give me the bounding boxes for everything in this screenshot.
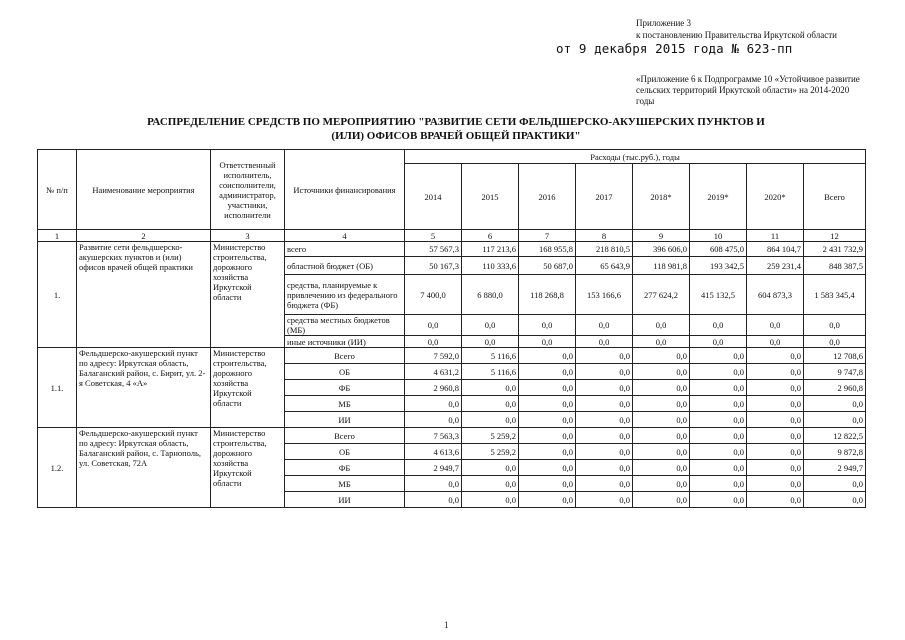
amount-cell: 277 624,2 (633, 275, 690, 315)
amount-cell: 117 213,6 (462, 242, 519, 257)
amount-cell: 0,0 (519, 460, 576, 476)
amount-cell: 12 708,6 (804, 348, 866, 364)
amount-cell: 4 613,6 (405, 444, 462, 460)
amount-cell: 0,0 (462, 336, 519, 348)
table-row (38, 428, 866, 444)
funding-source: областной бюджет (ОБ) (285, 257, 405, 275)
appendix-label: Приложение 3 (636, 18, 692, 28)
amount-cell: 0,0 (576, 364, 633, 380)
amount-cell: 0,0 (519, 492, 576, 508)
amount-cell: 0,0 (690, 348, 747, 364)
page-number: 1 (444, 620, 449, 630)
amount-cell: 0,0 (804, 412, 866, 428)
amount-cell: 0,0 (747, 412, 804, 428)
amount-cell: 153 166,6 (576, 275, 633, 315)
amount-cell: 0,0 (747, 380, 804, 396)
amount-cell: 259 231,4 (747, 257, 804, 275)
amount-cell: 2 949,7 (405, 460, 462, 476)
funding-source: ФБ (285, 460, 405, 476)
amount-cell: 0,0 (462, 315, 519, 336)
amount-cell: 0,0 (576, 315, 633, 336)
amount-cell: 7 400,0 (405, 275, 462, 315)
amount-cell: 0,0 (804, 492, 866, 508)
amount-cell: 0,0 (576, 492, 633, 508)
amount-cell: 0,0 (519, 476, 576, 492)
sub-appendix-note: «Приложение 6 к Подпрограмме 10 «Устойчивое развитие сельских территорий Иркутской области» на 2014-2020 годы (636, 74, 860, 106)
header-year: 2015 (462, 164, 519, 230)
amount-cell: 5 116,6 (462, 348, 519, 364)
amount-cell: 608 475,0 (690, 242, 747, 257)
amount-cell: 0,0 (690, 460, 747, 476)
amount-cell: 0,0 (405, 396, 462, 412)
amount-cell: 0,0 (804, 336, 866, 348)
amount-cell: 0,0 (690, 336, 747, 348)
document-title: РАСПРЕДЕЛЕНИЕ СРЕДСТВ ПО МЕРОПРИЯТИЮ "РАЗВИТИЕ СЕТИ ФЕЛЬДШЕРСКО-АКУШЕРСКИХ ПУНКТОВ И (ИЛИ) ОФИСОВ ВРАЧЕЙ ОБЩЕЙ ПРАКТИКИ" (147, 116, 765, 142)
amount-cell: 0,0 (576, 380, 633, 396)
amount-cell: 193 342,5 (690, 257, 747, 275)
expenses-table (37, 149, 866, 508)
amount-cell: 0,0 (519, 336, 576, 348)
funding-source: средства местных бюджетов (МБ) (285, 315, 405, 336)
amount-cell: 110 333,6 (462, 257, 519, 275)
amount-cell: 5 259,2 (462, 428, 519, 444)
amount-cell: 0,0 (633, 336, 690, 348)
column-number: 8 (576, 230, 633, 242)
amount-cell: 5 259,2 (462, 444, 519, 460)
amount-cell: 0,0 (747, 492, 804, 508)
amount-cell: 0,0 (405, 412, 462, 428)
amount-cell: 0,0 (690, 315, 747, 336)
amount-cell: 0,0 (633, 348, 690, 364)
activity-name: Развитие сети фельдшерско-акушерских пунктов и (или) офисов врачей общей практики (77, 242, 211, 348)
table-row (38, 348, 866, 364)
amount-cell: 0,0 (747, 428, 804, 444)
amount-cell: 0,0 (747, 476, 804, 492)
amount-cell: 0,0 (519, 428, 576, 444)
amount-cell: 7 563,3 (405, 428, 462, 444)
amount-cell: 0,0 (462, 412, 519, 428)
header-year: 2014 (405, 164, 462, 230)
amount-cell: 0,0 (633, 460, 690, 476)
amount-cell: 0,0 (519, 364, 576, 380)
amount-cell: 0,0 (747, 336, 804, 348)
decree-reference: к постановлению Правительства Иркутской области (636, 30, 837, 40)
amount-cell: 168 955,8 (519, 242, 576, 257)
amount-cell: 118 981,8 (633, 257, 690, 275)
decree-date: от 9 декабря 2015 года № 623-пп (556, 41, 793, 56)
amount-cell: 0,0 (747, 364, 804, 380)
header-responsible: Ответственный исполнитель, соисполнители, администратор, участники, исполнители (211, 150, 285, 230)
amount-cell: 0,0 (576, 412, 633, 428)
row-number: 1.1. (38, 348, 77, 428)
amount-cell: 0,0 (576, 460, 633, 476)
amount-cell: 65 643,9 (576, 257, 633, 275)
amount-cell: 0,0 (690, 412, 747, 428)
amount-cell: 0,0 (690, 364, 747, 380)
funding-source: ИИ (285, 492, 405, 508)
amount-cell: 0,0 (747, 460, 804, 476)
amount-cell: 0,0 (690, 396, 747, 412)
funding-source: всего (285, 242, 405, 257)
table-row (38, 242, 866, 257)
amount-cell: 9 747,8 (804, 364, 866, 380)
amount-cell: 0,0 (633, 492, 690, 508)
column-number: 11 (747, 230, 804, 242)
amount-cell: 0,0 (576, 476, 633, 492)
amount-cell: 0,0 (633, 315, 690, 336)
amount-cell: 0,0 (804, 315, 866, 336)
column-number: 5 (405, 230, 462, 242)
amount-cell: 0,0 (804, 476, 866, 492)
amount-cell: 0,0 (405, 315, 462, 336)
funding-source: ФБ (285, 380, 405, 396)
amount-cell: 0,0 (576, 428, 633, 444)
header-year: 2018* (633, 164, 690, 230)
header-sources: Источники финансирования (285, 150, 405, 230)
amount-cell: 50 167,3 (405, 257, 462, 275)
amount-cell: 9 872,8 (804, 444, 866, 460)
column-number: 10 (690, 230, 747, 242)
funding-source: МБ (285, 396, 405, 412)
amount-cell: 0,0 (633, 476, 690, 492)
amount-cell: 12 822,5 (804, 428, 866, 444)
amount-cell: 0,0 (633, 380, 690, 396)
amount-cell: 0,0 (519, 315, 576, 336)
amount-cell: 0,0 (633, 396, 690, 412)
amount-cell: 2 960,8 (405, 380, 462, 396)
amount-cell: 0,0 (747, 396, 804, 412)
amount-cell: 57 567,3 (405, 242, 462, 257)
amount-cell: 118 268,8 (519, 275, 576, 315)
funding-source: МБ (285, 476, 405, 492)
column-number: 2 (77, 230, 211, 242)
header-year: Всего (804, 164, 866, 230)
amount-cell: 396 606,0 (633, 242, 690, 257)
amount-cell: 0,0 (690, 428, 747, 444)
amount-cell: 6 880,0 (462, 275, 519, 315)
amount-cell: 7 592,0 (405, 348, 462, 364)
activity-name: Фельдшерско-акушерский пункт по адресу: Иркутская область, Балаганский район, с. Бирит, ул. 2-я Советская, 4 «А» (77, 348, 211, 428)
row-number: 1.2. (38, 428, 77, 508)
amount-cell: 604 873,3 (747, 275, 804, 315)
header-expenses: Расходы (тыс.руб.), годы (405, 150, 866, 164)
amount-cell: 864 104,7 (747, 242, 804, 257)
column-number: 7 (519, 230, 576, 242)
amount-cell: 415 132,5 (690, 275, 747, 315)
funding-source: ИИ (285, 412, 405, 428)
column-number: 3 (211, 230, 285, 242)
responsible-executor: Министерство строительства, дорожного хозяйства Иркутской области (211, 242, 285, 348)
amount-cell: 0,0 (633, 444, 690, 460)
column-number: 4 (285, 230, 405, 242)
amount-cell: 0,0 (633, 364, 690, 380)
header-year: 2017 (576, 164, 633, 230)
amount-cell: 218 810,5 (576, 242, 633, 257)
funding-source: ОБ (285, 364, 405, 380)
row-number: 1. (38, 242, 77, 348)
column-number: 9 (633, 230, 690, 242)
amount-cell: 0,0 (576, 336, 633, 348)
amount-cell: 0,0 (747, 444, 804, 460)
amount-cell: 0,0 (519, 444, 576, 460)
amount-cell: 0,0 (576, 348, 633, 364)
amount-cell: 0,0 (405, 476, 462, 492)
amount-cell: 4 631,2 (405, 364, 462, 380)
amount-cell: 848 387,5 (804, 257, 866, 275)
funding-source: Всего (285, 428, 405, 444)
responsible-executor: Министерство строительства, дорожного хозяйства Иркутской области (211, 348, 285, 428)
amount-cell: 2 431 732,9 (804, 242, 866, 257)
header-name: Наименование мероприятия (77, 150, 211, 230)
header-num: № п/п (38, 150, 77, 230)
header-year: 2016 (519, 164, 576, 230)
funding-source: иные источники (ИИ) (285, 336, 405, 348)
amount-cell: 0,0 (519, 348, 576, 364)
column-number: 12 (804, 230, 866, 242)
amount-cell: 0,0 (747, 348, 804, 364)
amount-cell: 0,0 (633, 428, 690, 444)
amount-cell: 0,0 (462, 476, 519, 492)
amount-cell: 0,0 (405, 492, 462, 508)
amount-cell: 0,0 (690, 492, 747, 508)
amount-cell: 0,0 (690, 380, 747, 396)
amount-cell: 0,0 (519, 380, 576, 396)
header-year: 2020* (747, 164, 804, 230)
header-year: 2019* (690, 164, 747, 230)
activity-name: Фельдшерско-акушерский пункт по адресу: Иркутская область, Балаганский район, с. Тарнополь, ул. Советская, 72А (77, 428, 211, 508)
amount-cell: 0,0 (804, 396, 866, 412)
amount-cell: 0,0 (462, 396, 519, 412)
amount-cell: 0,0 (519, 396, 576, 412)
amount-cell: 50 687,0 (519, 257, 576, 275)
amount-cell: 0,0 (576, 444, 633, 460)
amount-cell: 0,0 (405, 336, 462, 348)
funding-source: средства, планируемые к привлечению из федерального бюджета (ФБ) (285, 275, 405, 315)
amount-cell: 5 116,6 (462, 364, 519, 380)
amount-cell: 0,0 (576, 396, 633, 412)
amount-cell: 2 960,8 (804, 380, 866, 396)
amount-cell: 0,0 (633, 412, 690, 428)
amount-cell: 0,0 (462, 380, 519, 396)
column-number: 1 (38, 230, 77, 242)
column-number: 6 (462, 230, 519, 242)
funding-source: Всего (285, 348, 405, 364)
amount-cell: 2 949,7 (804, 460, 866, 476)
amount-cell: 0,0 (462, 460, 519, 476)
amount-cell: 0,0 (519, 412, 576, 428)
funding-source: ОБ (285, 444, 405, 460)
amount-cell: 0,0 (690, 476, 747, 492)
responsible-executor: Министерство строительства, дорожного хозяйства Иркутской области (211, 428, 285, 508)
amount-cell: 0,0 (462, 492, 519, 508)
amount-cell: 0,0 (747, 315, 804, 336)
amount-cell: 0,0 (690, 444, 747, 460)
amount-cell: 1 583 345,4 (804, 275, 866, 315)
